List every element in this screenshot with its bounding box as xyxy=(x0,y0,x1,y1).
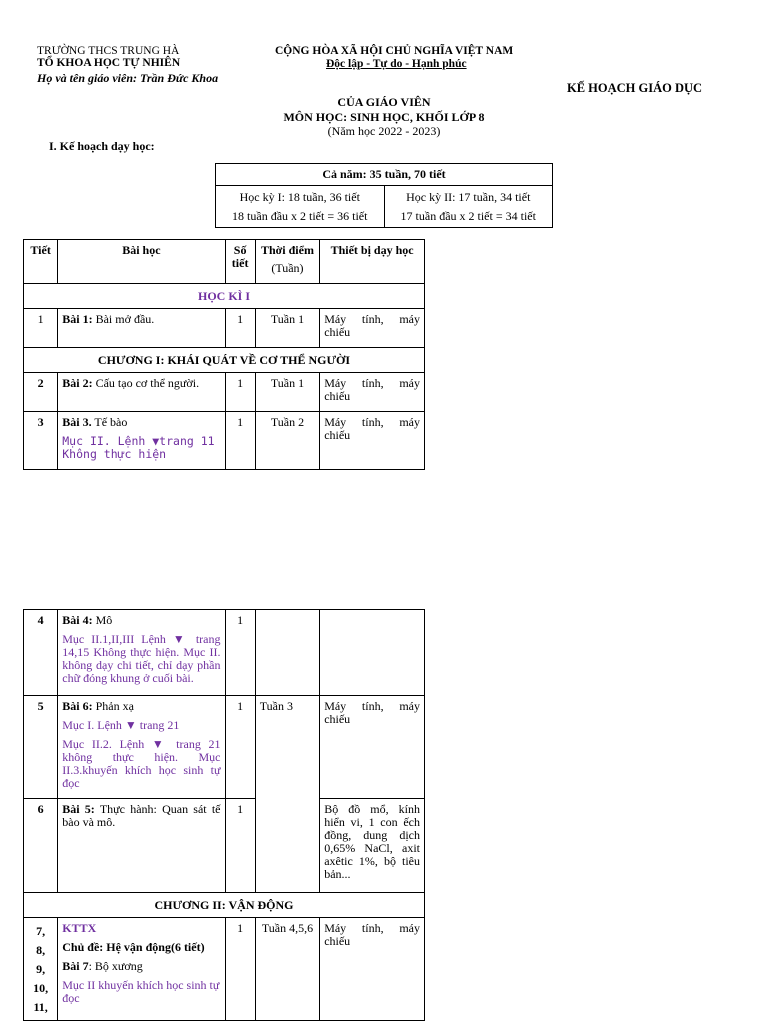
row-count: 1 xyxy=(225,918,255,1021)
section-heading: I. Kế hoạch dạy học: xyxy=(49,139,155,153)
row-tiet: 6 xyxy=(24,799,58,893)
summary-whole-year: Cả năm: 35 tuần, 70 tiết xyxy=(216,164,553,186)
summary-semester-1: Học kỳ I: 18 tuần, 36 tiết 18 tuần đầu x 2 tiết = 36 tiết xyxy=(216,186,385,228)
row-device: Máy tính, máy chiếu xyxy=(320,373,425,412)
table-header-row xyxy=(24,240,425,284)
table-row xyxy=(24,610,425,696)
table-row xyxy=(24,373,425,412)
row-device: Máy tính, máy chiếu xyxy=(320,309,425,348)
subject-line: MÔN HỌC: SINH HỌC, KHỐI LỚP 8 xyxy=(283,110,485,124)
table-row xyxy=(24,918,425,1021)
teacher-name: Họ và tên giáo viên: Trần Đức Khoa xyxy=(37,71,219,85)
row-device: Bộ đồ mổ, kính hiển vi, 1 con ếch đồng, dung dịch 0,65% NaCl, axit axêtic 1%, bộ tiêu bản... xyxy=(320,799,425,893)
header-tiet: Tiết xyxy=(24,240,58,284)
plan-subtitle: CỦA GIÁO VIÊN xyxy=(337,95,431,109)
table-row xyxy=(24,799,425,893)
table-row xyxy=(24,309,425,348)
header-bai-hoc: Bài học xyxy=(58,240,225,284)
row-device: Máy tính, máy chiếu xyxy=(320,696,425,799)
header-thoi-diem: Thời điểm (Tuần) xyxy=(255,240,319,284)
row-week: Tuần 4,5,6 xyxy=(255,918,319,1021)
row-count: 1 xyxy=(225,610,255,696)
plan-title: KẾ HOẠCH GIÁO DỤC xyxy=(567,81,703,95)
header-thiet-bi: Thiết bị dạy học xyxy=(320,240,425,284)
lesson-table-part-1 xyxy=(23,239,425,470)
table-row xyxy=(24,412,425,470)
row-lesson: KTTX Chủ đề: Hệ vận động(6 tiết) Bài 7: Bộ xương Mục II khuyến khích học sinh tự đọc xyxy=(58,918,225,1021)
summary-semester-2: Học kỳ II: 17 tuần, 34 tiết 17 tuần đầu x 2 tiết = 34 tiết xyxy=(384,186,553,228)
row-tiet: 5 xyxy=(24,696,58,799)
nation-motto: Độc lập - Tự do - Hạnh phúc xyxy=(326,58,467,70)
row-week: Tuần 1 xyxy=(255,309,319,348)
chapter-2-heading: CHƯƠNG II: VẬN ĐỘNG xyxy=(24,893,425,918)
row-device: Máy tính, máy chiếu xyxy=(320,918,425,1021)
nation-title: CỘNG HÒA XÃ HỘI CHỦ NGHĨA VIỆT NAM xyxy=(275,45,514,57)
row-lesson: Bài 1: Bài mở đầu. xyxy=(58,309,225,348)
row-tiet: 2 xyxy=(24,373,58,412)
row-lesson: Bài 6: Phản xạ Mục I. Lệnh ▼ trang 21 Mục II.2. Lệnh ▼ trang 21 không thực hiện. Mục II.3.khuyến khích học sinh tự đọc xyxy=(58,696,225,799)
header-so-tiet: Số tiết xyxy=(225,240,255,284)
school-year: (Năm học 2022 - 2023) xyxy=(327,124,441,138)
row-lesson: Bài 5: Thực hành: Quan sát tế bào và mô. xyxy=(58,799,225,893)
row-count: 1 xyxy=(225,696,255,799)
row-count: 1 xyxy=(225,309,255,348)
row-lesson: Bài 4: Mô Mục II.1,II,III Lệnh ▼ trang 14,15 Không thực hiện. Mục II. không dạy chi tiết, chỉ dạy phần chữ đóng khung ở cuối bài. xyxy=(58,610,225,696)
summary-table xyxy=(215,163,553,228)
row-week: Tuần 1 xyxy=(255,373,319,412)
school-name: TRƯỜNG THCS TRUNG HÀ xyxy=(37,45,180,57)
department-name: TỔ KHOA HỌC TỰ NHIÊN xyxy=(37,57,181,69)
row-device: Máy tính, máy chiếu xyxy=(320,412,425,470)
row-week: Tuần 2 xyxy=(255,412,319,470)
row-tiet: 1 xyxy=(24,309,58,348)
row-count: 1 xyxy=(225,799,255,893)
row-count: 1 xyxy=(225,412,255,470)
semester-1-heading: HỌC KÌ I xyxy=(24,284,425,309)
row-lesson: Bài 2: Cấu tạo cơ thể người. xyxy=(58,373,225,412)
row-tiet: 3 xyxy=(24,412,58,470)
lesson-table-part-2 xyxy=(23,609,425,1021)
row-tiet: 7, 8, 9, 10, 11, xyxy=(24,918,58,1021)
row-lesson: Bài 3. Tế bào Mục II. Lệnh ▼trang 11 Không thực hiện xyxy=(58,412,225,470)
table-row xyxy=(24,696,425,799)
row-count: 1 xyxy=(225,373,255,412)
row-week: Tuần 3 xyxy=(255,696,319,893)
row-week xyxy=(255,610,319,696)
chapter-1-heading: CHƯƠNG I: KHÁI QUÁT VỀ CƠ THỂ NGƯỜI xyxy=(24,348,425,373)
row-tiet: 4 xyxy=(24,610,58,696)
row-device xyxy=(320,610,425,696)
